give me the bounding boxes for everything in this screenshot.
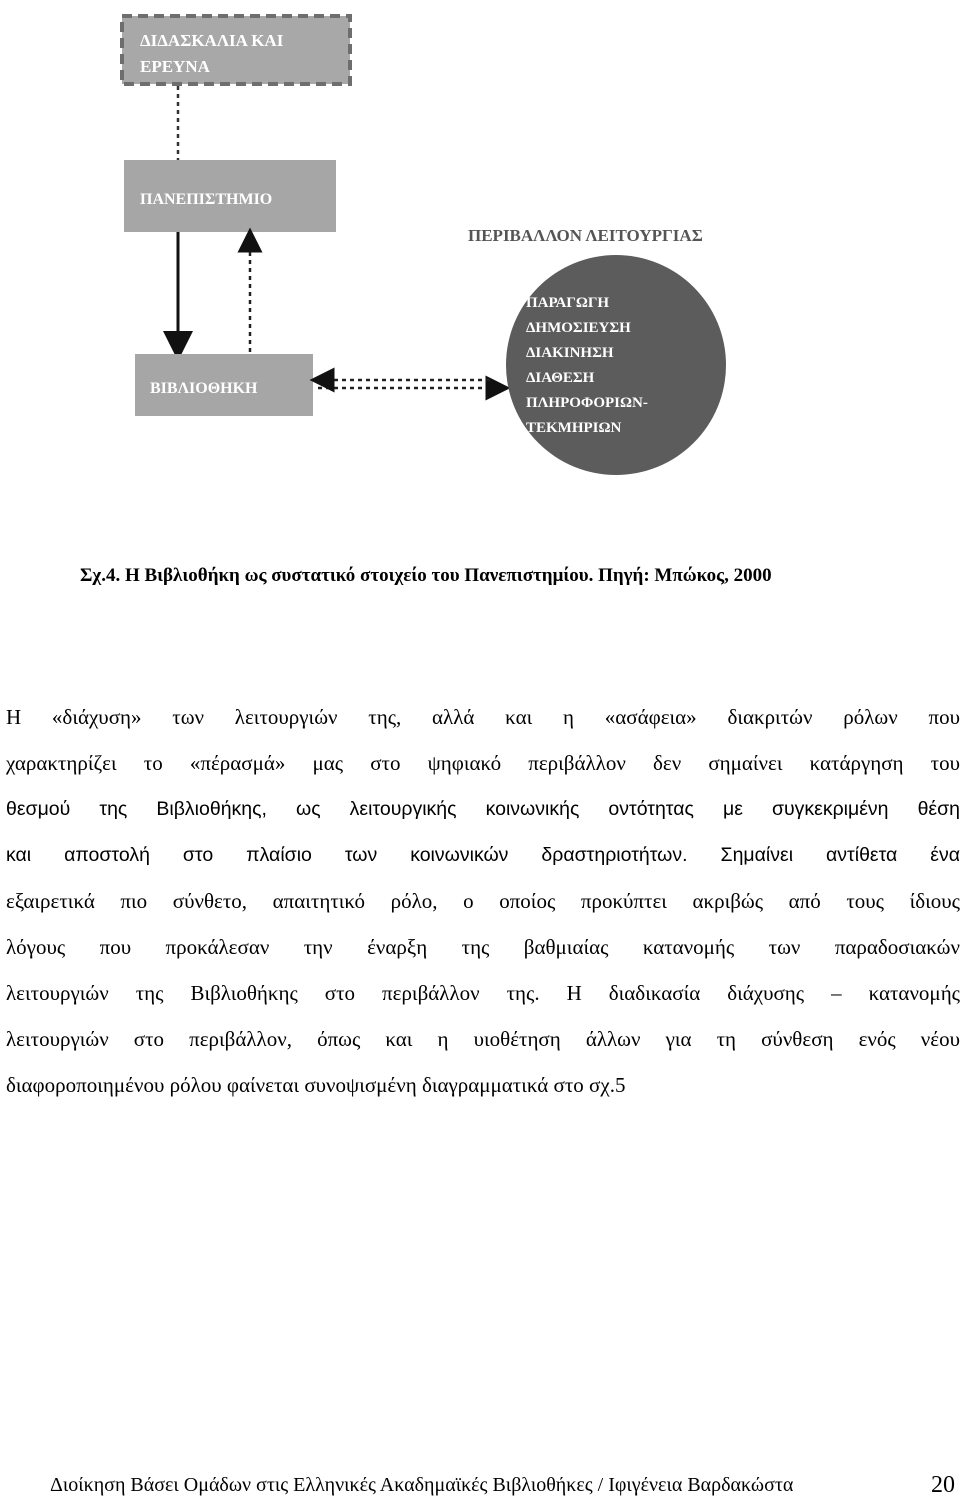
environment-circle [506,255,726,475]
teaching-research-line2: ΕΡΕΥΝΑ [140,57,210,76]
teaching-research-line1: ΔΙΔΑΣΚΑΛΙΑ ΚΑΙ [140,31,284,50]
page-number: 20 [931,1472,955,1498]
library-label: ΒΙΒΛΙΟΘΗΚΗ [150,380,258,397]
page-footer [50,1472,955,1498]
circle-line-3: ΔΙΑΚΙΝΗΣΗ [526,345,614,361]
library-box [135,354,313,416]
circle-line-2: ΔΗΜΟΣΙΕΥΣΗ [526,320,631,336]
figure-caption: Σχ.4. Η Βιβλιοθήκη ως συστατικό στοιχείο του Πανεπιστημίου. Πηγή: Μπώκος, 2000 [80,565,772,586]
body-line: λόγους που προκάλεσαν την έναρξη της βαθμιαίας κατανομής των παραδοσιακών [6,935,960,959]
body-paragraph [6,694,960,1108]
university-label: ΠΑΝΕΠΙΣΤΗΜΙΟ [140,191,273,208]
body-line: λειτουργιών στο περιβάλλον, όπως και η υιοθέτηση άλλων για τη σύνθεση ενός νέου [6,1027,960,1051]
body-line: εξαιρετικά πιο σύνθετο, απαιτητικό ρόλο, ο οποίος προκύπτει ακριβώς από τους ίδιους [6,889,960,913]
circle-line-5: ΠΛΗΡΟΦΟΡΙΩΝ- [526,395,648,411]
circle-line-1: ΠΑΡΑΓΩΓΗ [526,295,610,311]
body-line: χαρακτηρίζει το «πέρασμά» μας στο ψηφιακό περιβάλλον δεν σημαίνει κατάργηση του [6,751,960,775]
body-line: Η «διάχυση» των λειτουργιών της, αλλά και η «ασάφεια» διακριτών ρόλων που [6,705,960,729]
circle-line-6: ΤΕΚΜΗΡΙΩΝ [526,420,622,436]
body-line: και αποστολή στο πλαίσιο των κοινωνικών δραστηριοτήτων. Σημαίνει αντίθετα ένα [6,844,960,866]
environment-label: ΠΕΡΙΒΑΛΛΟΝ ΛΕΙΤΟΥΡΓΙΑΣ [468,226,703,245]
body-line: διαφοροποιημένου ρόλου φαίνεται συνοψισμένη διαγραμματικά στο σχ.5 [6,1073,626,1097]
diagram [0,0,960,510]
teaching-research-box [122,16,350,84]
body-line: λειτουργιών της Βιβλιοθήκης στο περιβάλλον της. Η διαδικασία διάχυσης – κατανομής [6,981,960,1005]
circle-line-4: ΔΙΑΘΕΣΗ [526,370,595,386]
university-box [124,160,336,232]
body-line: θεσμού της Βιβλιοθήκης, ως λειτουργικής κοινωνικής οντότητας με συγκεκριμένη θέση [6,798,960,820]
footer-text: Διοίκηση Βάσει Ομάδων στις Ελληνικές Ακαδημαϊκές Βιβλιοθήκες / Ιφιγένεια Βαρδακώστα [50,1474,794,1496]
